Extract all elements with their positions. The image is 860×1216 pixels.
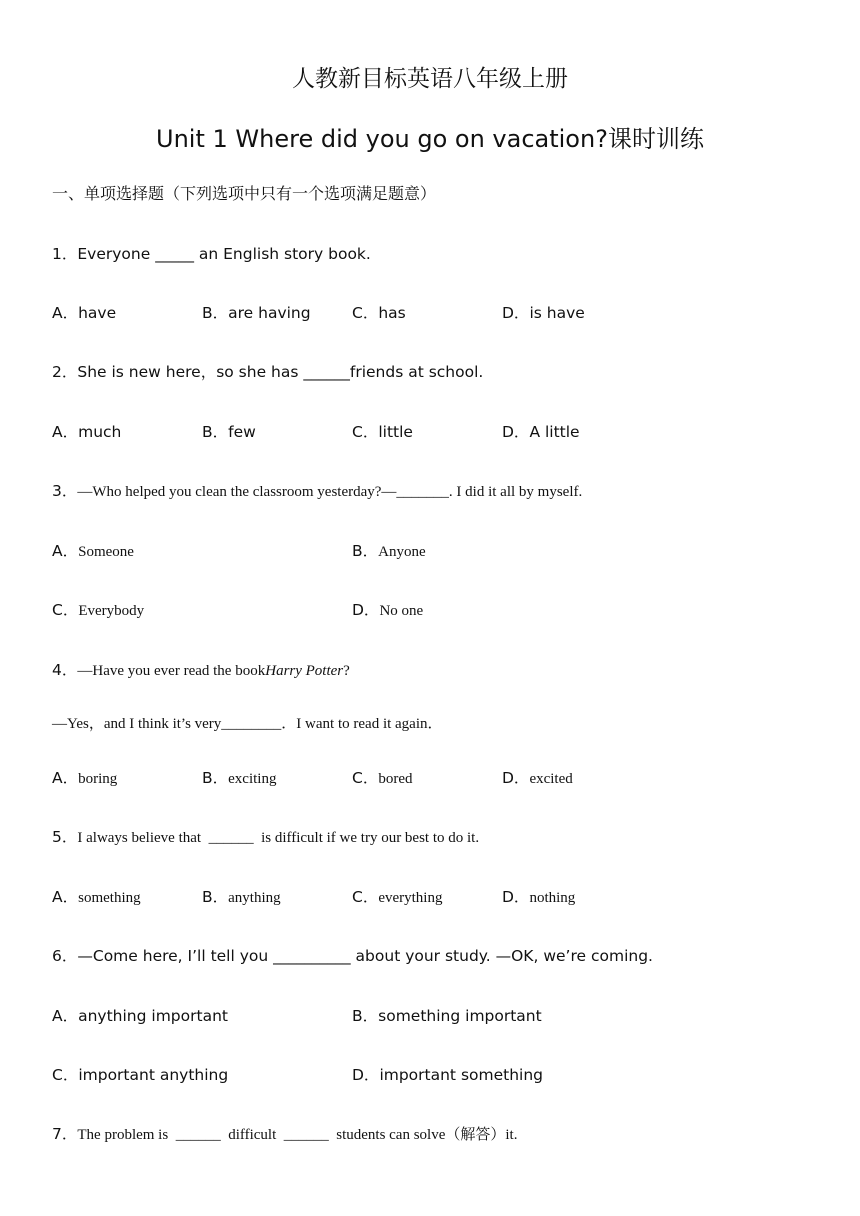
question-number: 5． (52, 828, 78, 846)
question-3 (52, 481, 582, 502)
option-d: D．important something (352, 1066, 544, 1084)
option-d: D．excited (502, 769, 573, 787)
option-b: B．are having (202, 304, 311, 322)
question-1 (52, 244, 371, 264)
question-text-end: ? (343, 663, 350, 679)
option-a: A．anything important (52, 1007, 228, 1025)
option-a: A．have (52, 304, 117, 322)
option-a: A．boring (52, 769, 118, 787)
question-4 (52, 660, 350, 681)
question-7 (52, 1124, 517, 1145)
question-number: 2． (52, 363, 78, 381)
option-b: B．anything (202, 888, 281, 906)
option-a: A．something (52, 888, 141, 906)
question-text: I always believe that ______ is difficult if we try our best to do it. (77, 830, 480, 846)
book-title: Harry Potter (265, 663, 344, 679)
section-heading: 一、单项选择题（下列选项中只有一个选项满足题意） (52, 184, 437, 203)
option-d: D．A little (502, 423, 580, 441)
option-c: C．everything (352, 888, 443, 906)
question-text: —Who helped you clean the classroom yesterday?—_______. I did it all by myself. (77, 484, 583, 500)
question-5 (52, 827, 479, 848)
option-c: C．Everybody (52, 601, 145, 619)
option-b: B．exciting (202, 769, 277, 787)
option-b: B．something important (352, 1007, 542, 1025)
question-text: She is new here，so she has ______friends at school. (77, 363, 484, 381)
question-number: 3． (52, 482, 78, 500)
page-title-chinese: 人教新目标英语八年级上册 (292, 66, 568, 92)
option-c: C．little (352, 423, 413, 441)
question-2 (52, 362, 483, 382)
option-a: A．much (52, 423, 122, 441)
question-4-line-2: —Yes，and I think it’s very________．I want to read it again． (52, 716, 443, 732)
question-text: —Have you ever read the book (77, 663, 266, 679)
question-text: —Come here, I’ll tell you __________ about your study. —OK, we’re coming. (77, 947, 653, 965)
option-b: B．few (202, 423, 256, 441)
question-number: 7． (52, 1125, 78, 1143)
question-6 (52, 946, 653, 966)
question-number: 6． (52, 947, 78, 965)
option-c: C．has (352, 304, 406, 322)
option-a: A．Someone (52, 542, 134, 560)
option-b: B．Anyone (352, 542, 426, 560)
page-title-english: Unit 1 Where did you go on vacation?课时训练 (156, 125, 704, 153)
option-d: D．is have (502, 304, 585, 322)
question-text: The problem is ______ difficult ______ students can solve（解答）it. (77, 1127, 518, 1143)
question-number: 4． (52, 661, 78, 679)
question-text: Everyone _____ an English story book. (77, 245, 371, 263)
question-number: 1． (52, 245, 78, 263)
option-d: D．nothing (502, 888, 576, 906)
option-d: D．No one (352, 601, 424, 619)
option-c: C．important anything (52, 1066, 229, 1084)
option-c: C．bored (352, 769, 413, 787)
